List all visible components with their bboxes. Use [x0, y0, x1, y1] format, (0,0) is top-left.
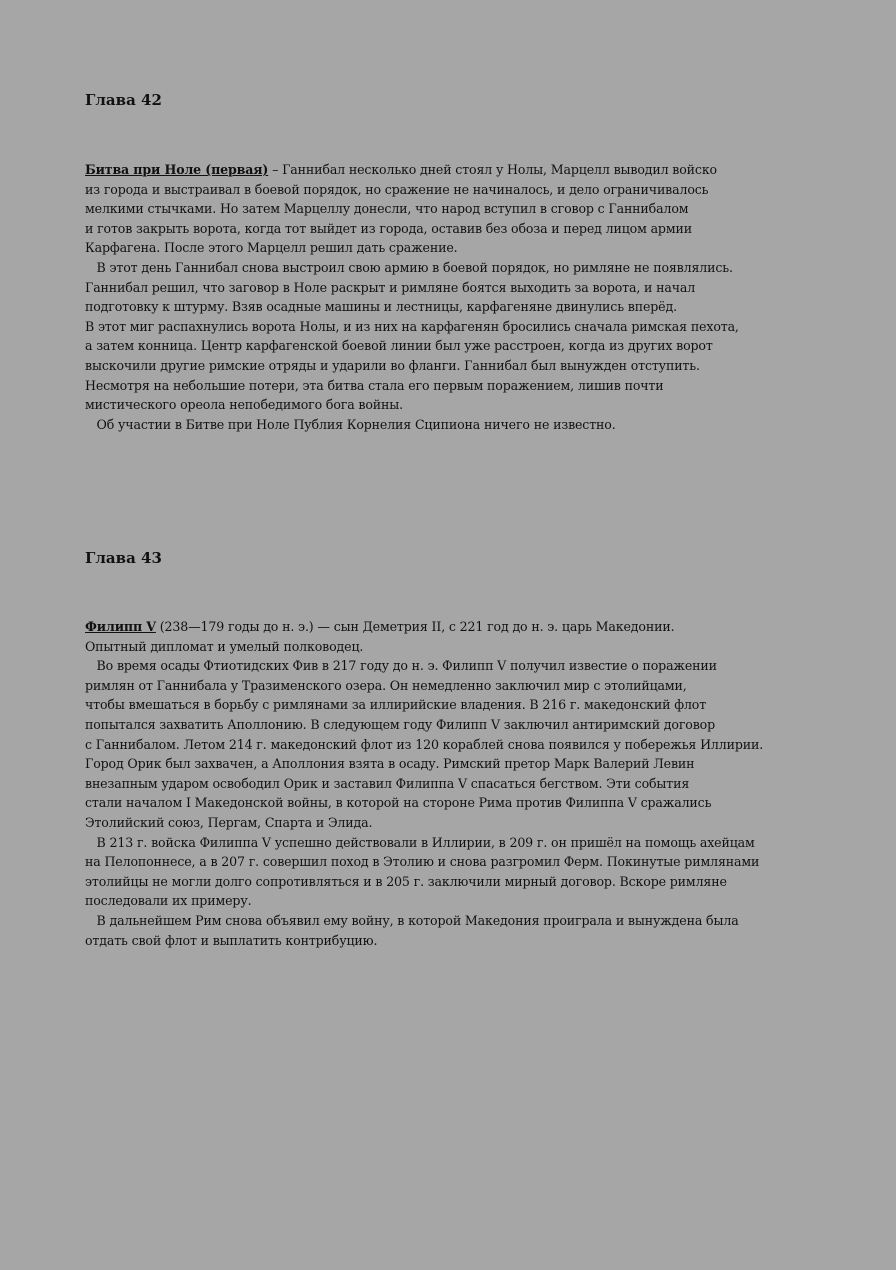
chapter-42-line: мистического ореола непобедимого бога войны.: [85, 397, 403, 413]
chapter-42-first-line-text: – Ганнибал несколько дней стоял у Нолы, Марцелл выводил войско: [268, 162, 717, 177]
chapter-43-line: последовали их примеру.: [85, 893, 252, 909]
chapter-43-line: этолийцы не могли долго сопротивляться и в 205 г. заключили мирный договор. Вскоре римляне: [85, 873, 727, 889]
chapter-43-line: на Пелопоннесе, а в 207 г. совершил поход в Этолию и снова разгромил Ферм. Покинутые римлянами: [85, 854, 760, 870]
chapter-43-section: [85, 617, 885, 950]
chapter-43-line: В 213 г. войска Филиппа V успешно действовали в Иллирии, в 209 г. он пришёл на помощь ахейцам: [85, 834, 755, 850]
chapter-43-first-line: [85, 617, 885, 637]
chapter-42-line: мелкими стычками. Но затем Марцеллу донесли, что народ вступил в сговор с Ганнибалом: [85, 201, 689, 217]
chapter-43-title: Глава 43: [85, 549, 162, 567]
chapter-43-line: Город Орик был захвачен, а Аполлония взята в осаду. Римский претор Марк Валерий Левин: [85, 756, 695, 772]
chapter-42-term: Битва при Ноле (первая): [85, 162, 269, 177]
chapter-43-line: римлян от Ганнибала у Тразименского озера. Он немедленно заключил мир с этолийцами,: [85, 677, 687, 693]
chapter-42-line: В этот миг распахнулись ворота Нолы, и из них на карфагенян бросились сначала римская пехота,: [85, 318, 739, 334]
chapter-42-line: подготовку к штурму. Взяв осадные машины и лестницы, карфагеняне двинулись вперёд.: [85, 299, 677, 315]
chapter-42-line: и готов закрыть ворота, когда тот выйдет из города, оставив без обоза и перед лицом армии: [85, 220, 692, 236]
chapter-42-line: а затем конница. Центр карфагенской боевой линии был уже расстроен, когда из других ворот: [85, 338, 713, 354]
chapter-42-section: [85, 160, 885, 434]
chapter-43-line: стали началом I Македонской войны, в которой на стороне Рима против Филиппа V сражались: [85, 795, 712, 811]
chapter-43-line: В дальнейшем Рим снова объявил ему войну, в которой Македония проиграла и вынуждена была: [85, 912, 739, 928]
chapter-43-line: с Ганнибалом. Летом 214 г. македонский флот из 120 кораблей снова появился у побережья Иллирии.: [85, 736, 764, 752]
chapter-42-first-line: [85, 160, 885, 180]
chapter-43-line: Этолийский союз, Пергам, Спарта и Элида.: [85, 814, 373, 830]
chapter-43-line: внезапным ударом освободил Орик и заставил Филиппа V спасаться бегством. Эти события: [85, 775, 690, 791]
chapter-43-line: отдать свой флот и выплатить контрибуцию.: [85, 932, 378, 948]
chapter-42-line: Карфагена. После этого Марцелл решил дать сражение.: [85, 240, 458, 256]
chapter-43-line: чтобы вмешаться в борьбу с римлянами за иллирийские владения. В 216 г. македонский флот: [85, 697, 707, 713]
chapter-43-line: попытался захватить Аполлонию. В следующем году Филипп V заключил антиримский договор: [85, 716, 715, 732]
chapter-42-line: из города и выстраивал в боевой порядок, но сражение не начиналось, и дело ограничивалось: [85, 181, 709, 197]
chapter-42-line: выскочили другие римские отряды и ударили во фланги. Ганнибал был вынужден отступить.: [85, 357, 700, 373]
chapter-43-term: Филипп V: [85, 619, 156, 634]
chapter-42-title: Глава 42: [85, 91, 162, 109]
chapter-43-line: Опытный дипломат и умелый полководец.: [85, 638, 364, 654]
chapter-42-line: Несмотря на небольшие потери, эта битва стала его первым поражением, лишив почти: [85, 377, 664, 393]
chapter-43-line: Во время осады Фтиотидских Фив в 217 году до н. э. Филипп V получил известие о поражении: [85, 658, 717, 674]
chapter-43-first-line-text: (238—179 годы до н. э.) — сын Деметрия II, с 221 год до н. э. царь Македонии.: [155, 619, 675, 634]
chapter-42-line: Об участии в Битве при Ноле Публия Корнелия Сципиона ничего не известно.: [85, 416, 616, 432]
chapter-42-line: В этот день Ганнибал снова выстроил свою армию в боевой порядок, но римляне не появлялись.: [85, 259, 733, 275]
chapter-42-line: Ганнибал решил, что заговор в Ноле раскрыт и римляне боятся выходить за ворота, и начал: [85, 279, 696, 295]
